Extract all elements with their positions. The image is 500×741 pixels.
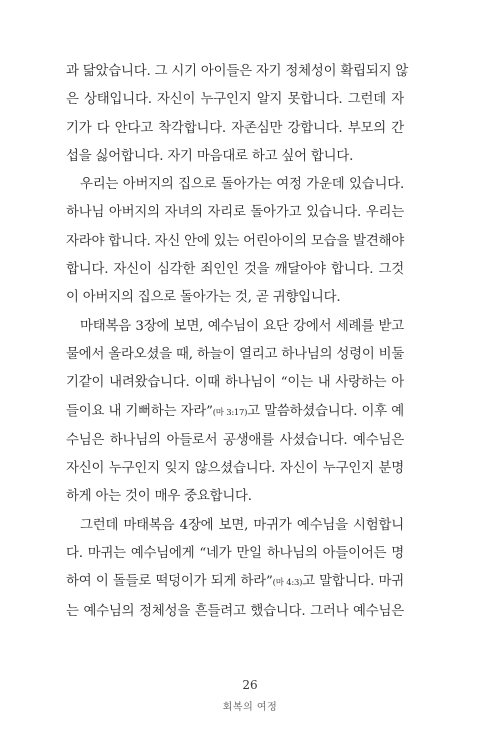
text-line: 자신이 누구인지 잊지 않으셨습니다. 자신이 누구인지 분명 [66,461,404,477]
text-line: 기같이 내려왔습니다. 이때 하나님이 “이는 내 사랑하는 아 [66,375,404,391]
running-title: 회복의 여정 [222,702,278,713]
scripture-reference: (마 3:17) [212,407,248,418]
text-line-with-reference [66,398,404,427]
text-fragment: 고 말씀하셨습니다. 이후 예 [247,403,404,419]
text-line: 다. 마귀는 예수님에게 “네가 만일 하나님의 아들이어든 명 [66,546,404,562]
text-line: 은 상태입니다. 자신이 누구인지 알지 못합니다. 그런데 자 [66,92,404,108]
page-number: 26 [242,678,258,692]
paragraph-1 [66,58,409,171]
paragraph-2 [66,171,404,312]
text-line: 섭을 싫어합니다. 자기 마음대로 하고 싶어 합니다. [66,148,354,164]
text-line: 수님은 하나님의 아들로서 공생애를 사셨습니다. 예수님은 [66,432,404,448]
scripture-reference: (마 4:3) [272,578,303,589]
text-line-with-reference [66,568,404,597]
paragraph-3 [66,313,404,512]
body-text [66,58,409,626]
text-line: 자라야 합니다. 자신 안에 있는 어린아이의 모습을 발견해야 [66,233,405,249]
text-line: 물에서 올라오셨을 때, 하늘이 열리고 하나님의 성령이 비둘 [66,346,405,362]
text-line: 하게 아는 것이 매우 중요합니다. [66,489,252,505]
text-line: 우리는 아버지의 집으로 돌아가는 여정 가운데 있습니다. [80,177,404,193]
text-fragment: 들이요 내 기뻐하는 자라” [66,403,213,419]
text-line: 마태복음 3장에 보면, 예수님이 요단 강에서 세례를 받고 [80,318,404,334]
text-fragment: 하여 이 돌들로 떡덩이가 되게 하라” [66,574,273,590]
text-fragment: 고 말합니다. 마귀 [302,574,404,590]
text-line: 과 닮았습니다. 그 시기 아이들은 자기 정체성이 확립되지 않 [66,64,409,79]
paragraph-4 [66,512,404,626]
text-line: 합니다. 자신이 심각한 죄인인 것을 깨달아야 합니다. 그것 [66,262,404,278]
text-line: 하나님 아버지의 자녀의 자리로 돌아가고 있습니다. 우리는 [66,205,404,221]
text-line: 기가 다 안다고 착각합니다. 자존심만 강합니다. 부모의 간 [66,120,404,136]
text-line: 그런데 마태복음 4장에 보면, 마귀가 예수님을 시험합니 [80,517,404,533]
text-line: 이 아버지의 집으로 돌아가는 것, 곧 귀향입니다. [66,290,341,306]
text-line: 는 예수님의 정체성을 흔들려고 했습니다. 그러나 예수님은 [66,603,404,619]
